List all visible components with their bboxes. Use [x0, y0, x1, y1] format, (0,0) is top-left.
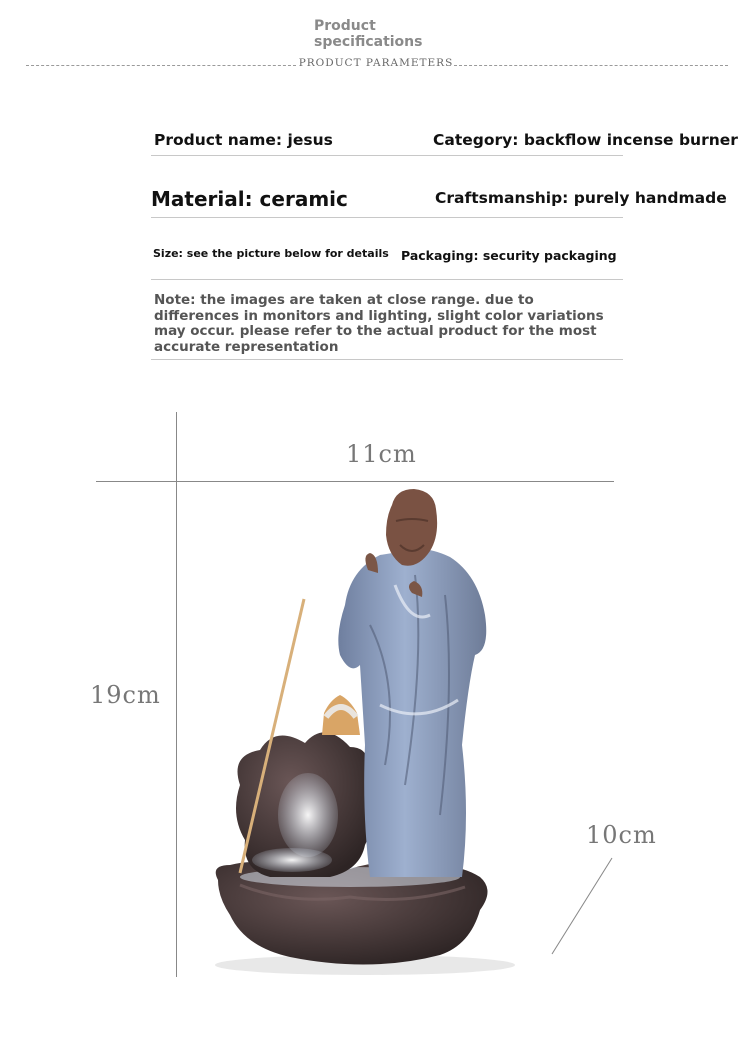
product-photo	[200, 485, 530, 985]
spec-divider	[151, 359, 623, 360]
spec-divider	[151, 217, 623, 218]
page-subtitle: PRODUCT PARAMETERS	[298, 57, 454, 69]
spec-divider	[151, 279, 623, 280]
spec-category: Category: backflow incense burner	[433, 131, 738, 149]
spec-size: Size: see the picture below for details	[153, 247, 389, 260]
spec-divider	[151, 155, 623, 156]
spec-note: Note: the images are taken at close range. due to differences in monitors and lighting, slight color variations may occur. please refer to the actual product for the most accurate representation	[154, 292, 604, 355]
spec-product-name: Product name: jesus	[154, 131, 333, 149]
spec-craftsmanship: Craftsmanship: purely handmade	[435, 189, 727, 207]
height-dimension-line	[176, 412, 177, 977]
header-divider-right	[454, 65, 728, 66]
spec-material: Material: ceramic	[151, 187, 348, 211]
page-title: Product specifications	[314, 18, 423, 50]
spec-packaging: Packaging: security packaging	[401, 248, 617, 263]
header-divider-left	[26, 65, 296, 66]
depth-dimension-line	[540, 850, 620, 960]
width-dimension-line	[96, 481, 614, 482]
height-label: 19cm	[90, 681, 161, 709]
width-label: 11cm	[346, 440, 417, 468]
depth-label: 10cm	[586, 821, 657, 849]
